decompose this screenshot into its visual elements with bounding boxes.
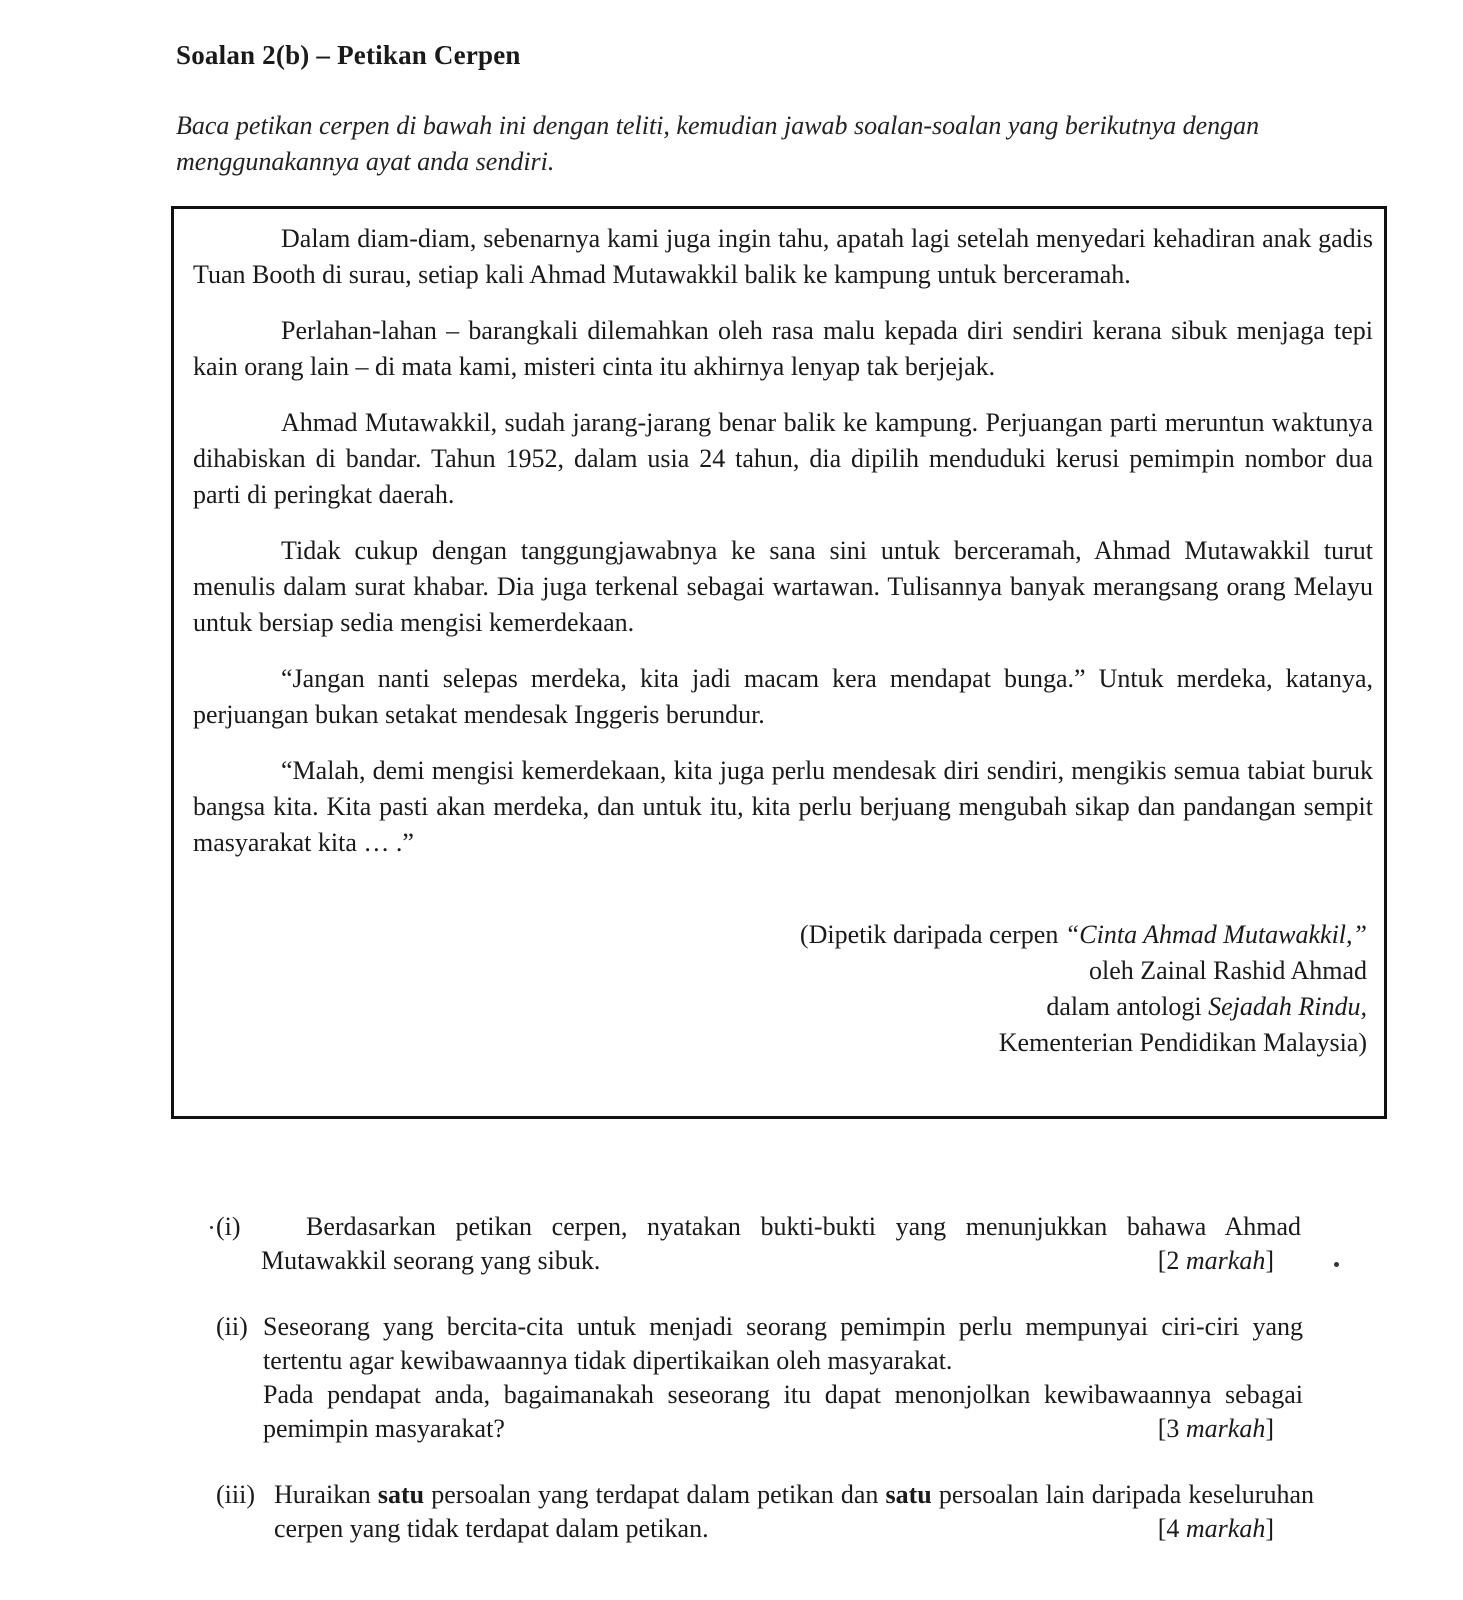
- passage-paragraph: “Malah, demi mengisi kemerdekaan, kita juga perlu mendesak diri sendiri, mengikis semua tabiat buruk bangsa kita. Kita pasti akan merdeka, dan untuk itu, kita perlu berjuang mengubah sikap dan pandangan sempit masyarakat kita … .”: [193, 756, 1373, 857]
- source-line-1: [800, 917, 1367, 953]
- question-text-2: Pada pendapat anda, bagaimanakah seseorang itu dapat menonjolkan kewibawaannya sebagai pemimpin masyarakat?: [263, 1380, 1303, 1443]
- passage-box: [171, 206, 1387, 1119]
- marks-number: [4: [1157, 1514, 1186, 1543]
- story-title: “Cinta Ahmad Mutawakkil,”: [1064, 920, 1367, 949]
- question-body: [216, 1478, 1316, 1546]
- question-text: Berdasarkan petikan cerpen, nyatakan bukti-bukti yang menunjukkan bahawa Ahmad Mutawakkil seorang yang sibuk.: [261, 1212, 1301, 1275]
- question-item: [216, 1478, 1316, 1546]
- question-marks: [1158, 1412, 1274, 1446]
- marks-close: ]: [1265, 1514, 1274, 1543]
- marks-number: [3: [1157, 1414, 1186, 1443]
- anthology-title: Sejadah Rindu,: [1208, 992, 1367, 1021]
- passage-source: [800, 917, 1367, 1061]
- passage-paragraph: Ahmad Mutawakkil, sudah jarang-jarang benar balik ke kampung. Perjuangan parti meruntun waktunya dihabiskan di bandar. Tahun 1952, dalam usia 24 tahun, dia dipilih menduduki kerusi pemimpin nombor dua parti di peringkat daerah.: [193, 408, 1373, 509]
- question-text-part: persoalan yang terdapat dalam petikan dan: [424, 1480, 886, 1509]
- marks-number: [2: [1157, 1246, 1186, 1275]
- passage-body: [193, 221, 1373, 881]
- question-number: (iii): [216, 1480, 255, 1509]
- marks-word: markah: [1185, 1246, 1266, 1275]
- scan-speck: [210, 1226, 213, 1229]
- source-author: oleh Zainal Rashid Ahmad: [1088, 956, 1367, 985]
- question-text: Seseorang yang bercita-cita untuk menjadi seorang pemimpin perlu mempunyai ciri-ciri yang tertentu agar kewibawaannya tidak dipertikaikan oleh masyarakat.: [263, 1312, 1303, 1375]
- page-title: Soalan 2(b) – Petikan Cerpen: [176, 40, 521, 70]
- passage-paragraph: Perlahan-lahan – barangkali dilemahkan oleh rasa malu kepada diri sendiri kerana sibuk menjaga tepi kain orang lain – di mata kami, misteri cinta itu akhirnya lenyap tak berjejak.: [193, 316, 1373, 381]
- question-item: [216, 1310, 1316, 1446]
- question-body: [216, 1310, 1316, 1446]
- scan-speck: [1334, 1262, 1339, 1267]
- question-marks: [1158, 1244, 1274, 1278]
- question-marks: [1158, 1512, 1274, 1546]
- marks-close: ]: [1265, 1246, 1274, 1275]
- source-line-3: [800, 989, 1367, 1025]
- question-text-part: persoalan lain daripada keseluruhan cerpen yang tidak terdapat dalam petikan.: [274, 1480, 1314, 1543]
- instruction-text: Baca petikan cerpen di bawah ini dengan teliti, kemudian jawab soalan-soalan yang berikutnya dengan menggunakannya ayat anda sendiri.: [176, 111, 1260, 176]
- question-number: (i): [216, 1212, 241, 1241]
- question-body: [216, 1210, 1316, 1278]
- questions-list: [216, 1210, 1316, 1578]
- question-number: (ii): [216, 1312, 248, 1341]
- passage-paragraph: Tidak cukup dengan tanggungjawabnya ke sana sini untuk berceramah, Ahmad Mutawakkil turut menulis dalam surat khabar. Dia juga terkenal sebagai wartawan. Tulisannya banyak merangsang orang Melayu untuk bersiap sedia mengisi kemerdekaan.: [193, 536, 1373, 637]
- anthology-prefix: dalam antologi: [1046, 992, 1209, 1021]
- question-text-part: Huraikan: [274, 1480, 378, 1509]
- passage-paragraph: “Jangan nanti selepas merdeka, kita jadi macam kera mendapat bunga.” Untuk merdeka, katanya, perjuangan bukan setakat mendesak Inggeris berundur.: [193, 664, 1373, 729]
- passage-paragraph: Dalam diam-diam, sebenarnya kami juga ingin tahu, apatah lagi setelah menyedari kehadiran anak gadis Tuan Booth di surau, setiap kali Ahmad Mutawakkil balik ke kampung untuk berceramah.: [193, 224, 1373, 289]
- marks-word: markah: [1185, 1514, 1266, 1543]
- marks-close: ]: [1265, 1414, 1274, 1443]
- question-bold-term: satu: [377, 1480, 425, 1509]
- question-item: [216, 1210, 1316, 1278]
- question-bold-term: satu: [885, 1480, 932, 1509]
- marks-word: markah: [1185, 1414, 1266, 1443]
- source-prefix: (Dipetik daripada cerpen: [799, 920, 1065, 949]
- source-publisher: Kementerian Pendidikan Malaysia): [998, 1028, 1367, 1057]
